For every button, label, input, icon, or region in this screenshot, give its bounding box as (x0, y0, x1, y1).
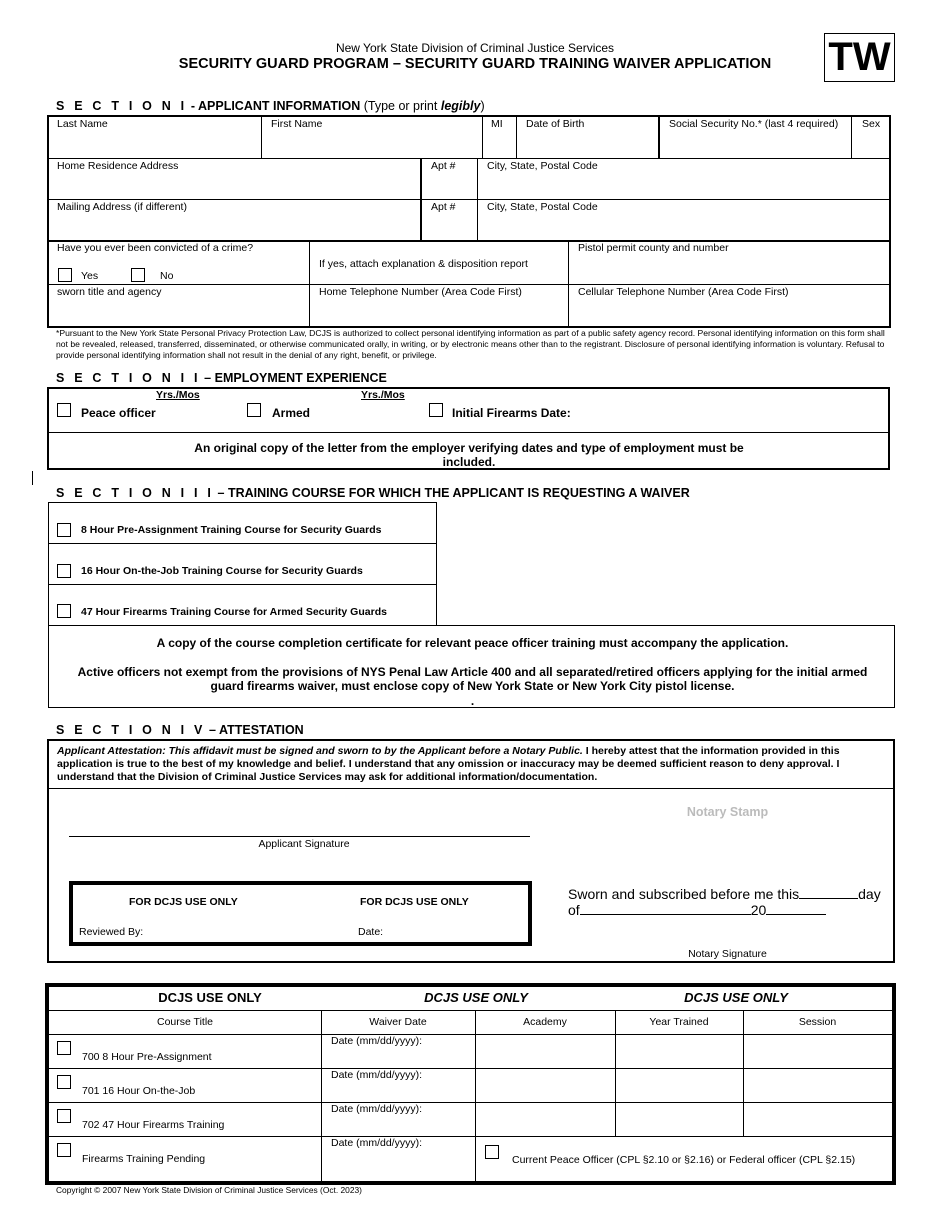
crime-no-checkbox[interactable] (131, 268, 145, 282)
armed-checkbox[interactable] (247, 403, 261, 417)
row-pending-course: Firearms Training Pending (82, 1153, 206, 1165)
section-2-number: S E C T I O N I I (56, 371, 201, 385)
col-waiver-date: Waiver Date (369, 1016, 427, 1028)
sworn-year-field[interactable] (766, 902, 826, 915)
certificate-note: A copy of the course completion certificate for relevant peace officer training must accompany the application. (156, 636, 789, 650)
last-name-field[interactable]: Last Name (57, 118, 108, 130)
row-700-checkbox[interactable] (57, 1041, 71, 1055)
peace-officer-label: Peace officer (81, 406, 156, 420)
section-4-title: – ATTESTATION (205, 723, 304, 737)
row-702-date[interactable]: Date (mm/dd/yyyy): (331, 1103, 423, 1115)
employer-letter-note: An original copy of the letter from the employer verifying dates and type of employment must be included. (194, 441, 744, 469)
section-3-title: – TRAINING COURSE FOR WHICH THE APPLICANT IS REQUESTING A WAIVER (214, 486, 690, 500)
section-4-number: S E C T I O N I V (56, 723, 206, 737)
copyright-footer: Copyright © 2007 New York State Division of Criminal Justice Services (Oct. 2023) (56, 1185, 362, 1195)
crime-question: Have you ever been convicted of a crime? (57, 242, 254, 254)
middle-initial-field[interactable]: MI (491, 118, 503, 130)
sex-field[interactable]: Sex (862, 118, 881, 130)
form-code-badge: TW (824, 33, 895, 82)
attestation-text: Applicant Attestation: This affidavit must be signed and sworn to by the Applicant before a Notary Public. I hereby attest that the information provided in this application is true to the best of my knowledge and belief. I understand that any omission or inaccuracy may be deemed sufficient reason to deny approval. I understand that the Division of Criminal Justice Services may ask for additional information/documentation. (57, 745, 840, 783)
mailing-apt-field[interactable]: Apt # (431, 201, 456, 213)
sworn-title-field[interactable]: sworn title and agency (57, 286, 162, 298)
col-session: Session (798, 1016, 837, 1028)
mailing-city-field[interactable]: City, State, Postal Code (487, 201, 598, 213)
section-1-number: S E C T I O N I (56, 99, 188, 113)
privacy-notice: *Pursuant to the New York State Personal Privacy Protection Law, DCJS is authorized to collect personal identifying information as part of a public safety agency record. Personal identifying information on this form shall not be revealed, released, transferred, disseminated, or otherwise communicated orally, in writing, or by electronic means other than to the registrant. Disclosure of personal identifying information is voluntary. Refusal to provide personal identifying information shall not result in the denial of any right, benefit, or privilege. (56, 328, 885, 360)
applicant-signature-label: Applicant Signature (258, 838, 350, 850)
home-phone-field[interactable]: Home Telephone Number (Area Code First) (319, 286, 522, 298)
notes-trailing-dot: . (470, 694, 475, 708)
first-name-field[interactable]: First Name (271, 118, 323, 130)
mailing-address-field[interactable]: Mailing Address (if different) (57, 201, 187, 213)
reviewed-by-field[interactable]: Reviewed By: (79, 926, 144, 938)
agency-name: New York State Division of Criminal Justice Services (335, 41, 615, 55)
row-700-course: 700 8 Hour Pre-Assignment (82, 1051, 212, 1063)
section-2-title: – EMPLOYMENT EXPERIENCE (200, 371, 387, 385)
course-16-hour-label: 16 Hour On-the-Job Training Course for Security Guards (81, 565, 363, 577)
course-47-hour-label: 47 Hour Firearms Training Course for Armed Security Guards (81, 606, 387, 618)
form-title: SECURITY GUARD PROGRAM – SECURITY GUARD TRAINING WAIVER APPLICATION (178, 56, 772, 72)
pistol-permit-field[interactable]: Pistol permit county and number (578, 242, 729, 254)
course-16-hour-checkbox[interactable] (57, 564, 71, 578)
sworn-line-2: of 20 (568, 902, 826, 918)
section-1-title: - APPLICANT INFORMATION (187, 99, 364, 113)
dcjs-use-only-label-1: FOR DCJS USE ONLY (129, 896, 238, 908)
row-701-checkbox[interactable] (57, 1075, 71, 1089)
home-apt-field[interactable]: Apt # (431, 160, 456, 172)
course-8-hour-checkbox[interactable] (57, 523, 71, 537)
dcjs-header-3: DCJS USE ONLY (684, 990, 788, 1005)
section-1-heading (56, 99, 485, 113)
crime-yes-label: Yes (81, 270, 99, 282)
crime-yes-checkbox[interactable] (58, 268, 72, 282)
applicant-signature-line[interactable] (69, 836, 530, 837)
notary-stamp-area: Notary Stamp (686, 805, 769, 819)
section-2-heading (56, 371, 387, 385)
section-3-heading (56, 486, 690, 500)
col-course-title: Course Title (156, 1016, 214, 1028)
current-peace-officer-checkbox[interactable] (485, 1145, 499, 1159)
cell-phone-field[interactable]: Cellular Telephone Number (Area Code First) (578, 286, 789, 298)
peace-officer-yrs-mos-label: Yrs./Mos (156, 389, 200, 401)
dcjs-use-only-label-2: FOR DCJS USE ONLY (360, 896, 469, 908)
row-700-date[interactable]: Date (mm/dd/yyyy): (331, 1035, 423, 1047)
sworn-line-1: Sworn and subscribed before me this day (568, 886, 881, 902)
row-702-course: 702 47 Hour Firearms Training (82, 1119, 225, 1131)
sworn-month-field[interactable] (580, 902, 751, 915)
crime-explanation-note: If yes, attach explanation & disposition report (319, 258, 528, 270)
home-address-field[interactable]: Home Residence Address (57, 160, 179, 172)
section-4-heading (56, 723, 304, 737)
row-pending-date[interactable]: Date (mm/dd/yyyy): (331, 1137, 423, 1149)
row-701-course: 701 16 Hour On-the-Job (82, 1085, 196, 1097)
section-3-number: S E C T I O N I I I (56, 486, 215, 500)
col-academy: Academy (523, 1016, 567, 1028)
initial-firearms-date-label: Initial Firearms Date: (452, 406, 571, 420)
dcjs-header-2: DCJS USE ONLY (424, 990, 528, 1005)
crime-no-label: No (160, 270, 174, 282)
armed-label: Armed (272, 406, 311, 420)
row-702-checkbox[interactable] (57, 1109, 71, 1123)
pistol-license-note: Active officers not exempt from the provisions of NYS Penal Law Article 400 and all separated/retired officers applying for the initial armed guard firearms waiver, must enclose copy of New York State or New York City pistol license. (77, 665, 868, 693)
home-city-field[interactable]: City, State, Postal Code (487, 160, 598, 172)
sworn-day-field[interactable] (799, 886, 858, 899)
notary-signature-label: Notary Signature (688, 948, 767, 960)
row-701-date[interactable]: Date (mm/dd/yyyy): (331, 1069, 423, 1081)
dcjs-header-1: DCJS USE ONLY (158, 990, 262, 1005)
course-47-hour-checkbox[interactable] (57, 604, 71, 618)
initial-firearms-checkbox[interactable] (429, 403, 443, 417)
peace-officer-checkbox[interactable] (57, 403, 71, 417)
course-8-hour-label: 8 Hour Pre-Assignment Training Course for Security Guards (81, 524, 382, 536)
ssn-field[interactable]: Social Security No.* (last 4 required) (669, 118, 839, 130)
section-1-note: (Type or print legibly) (363, 99, 485, 113)
row-pending-checkbox[interactable] (57, 1143, 71, 1157)
col-year-trained: Year Trained (649, 1016, 709, 1028)
current-peace-officer-label: Current Peace Officer (CPL §2.10 or §2.16) or Federal officer (CPL §2.15) (512, 1154, 856, 1166)
date-of-birth-field[interactable]: Date of Birth (526, 118, 585, 130)
armed-yrs-mos-label: Yrs./Mos (361, 389, 405, 401)
review-date-field[interactable]: Date: (358, 926, 384, 938)
